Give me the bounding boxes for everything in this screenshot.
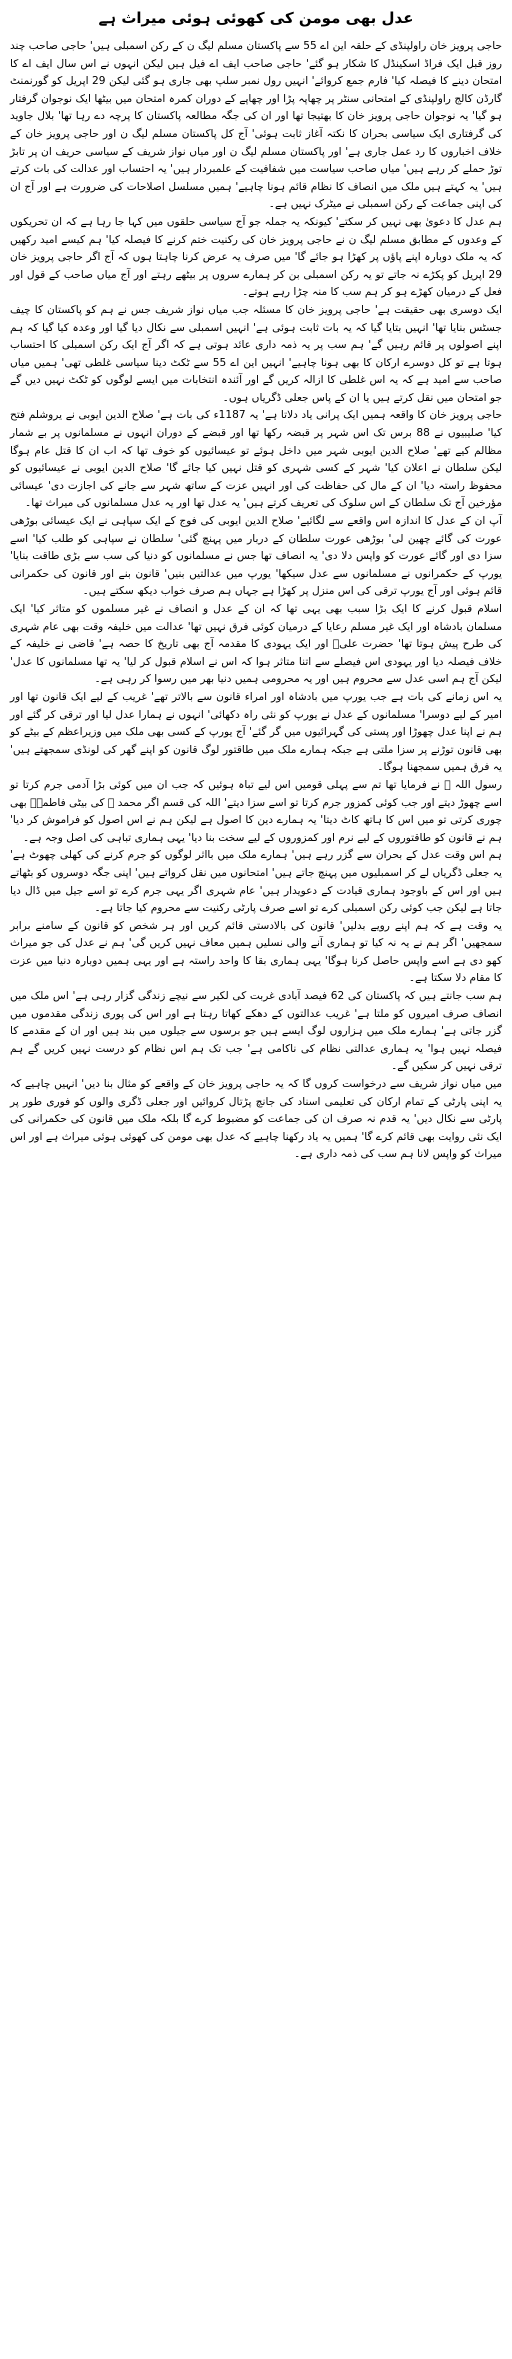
article-paragraph: حاجی پرویز خان کا واقعہ ہمیں ایک پرانی یاد دلاتا ہے' یہ 1187ء کی بات ہے' صلاح الدین ایوبی نے یروشلم فتح کیا' صلیبیوں نے 88 برس تک اس شہر پر قبضہ رکھا تھا اور قبضے کے دوران انہوں نے مسلمانوں پر بے شمار مظالم کیے تھے' صلاح الدین ایوبی شہر میں داخل ہوئے تو عیسائیوں کو خوف تھا کہ اب ان کا قتل عام ہوگا لیکن سلطان نے اعلان کیا' شہر کے کسی شہری کو قتل نہیں کیا جائے گا' صلاح الدین ایوبی نے عیسائیوں کو محفوظ راستہ دیا' ان کے مال کی حفاظت کی اور انہیں عزت کے ساتھ شہر سے جانے کی اجازت دی' عیسائی مؤرخین آج تک سلطان کے اس سلوک کی تعریف کرتے ہیں' یہ عدل تھا اور یہ عدل مسلمانوں کی میراث تھا۔	[10, 409, 503, 510]
article-paragraph: آپ ان کے عدل کا اندازہ اس واقعے سے لگائیے' صلاح الدین ایوبی کی فوج کے ایک سپاہی نے ایک عیسائی بوڑھی عورت کی گائے چھین لی' بوڑھی عورت سلطان کے دربار میں پہنچ گئی' سلطان نے سپاہی کو طلب کیا' اسے سزا دی اور گائے عورت کو واپس دلا دی' یہ انصاف تھا جس نے مسلمانوں کو دنیا کی سب سے بڑی طاقت بنایا' یورپ کے حکمرانوں نے مسلمانوں سے عدل سیکھا' یورپ میں عدالتیں بنیں' قانون بنے اور قانون کی حکمرانی قائم ہوئی اور آج یورپ ترقی کی اس منزل پر کھڑا ہے جہاں ہم صرف خواب دیکھ سکتے ہیں۔	[10, 515, 502, 598]
article-paragraph: ایک دوسری بھی حقیقت ہے' حاجی پرویز خان کا مسئلہ جب میاں نواز شریف جس نے ہم کو پاکستان کا چیف جسٹس بنایا تھا' انہیں بتایا گیا کہ یہ بات ثابت ہوئی ہے' انہیں اسمبلی سے نکال دیا گیا اور وعدہ کیا گیا کہ ہم اپنے اصولوں پر قائم رہیں گے' ہم سب پر یہ ذمہ داری عائد ہوتی ہے کہ اگر آج ایک رکن اسمبلی کا احتساب ہوتا ہے تو کل دوسرے ارکان کا بھی ہونا چاہیے' انہیں این اے 55 سے ٹکٹ دینا سیاسی غلطی تھی' ہمیں میاں صاحب سے امید ہے کہ یہ اس غلطی کا ازالہ کریں گے اور آئندہ انتخابات میں ایسے لوگوں کو ٹکٹ نہیں دیں گے جو امتحان میں نقل کرتے ہیں یا ان کے پاس جعلی ڈگریاں ہوں۔	[10, 303, 503, 404]
article-title: عدل بھی مومن کی کھوئی ہوئی میراث ہے	[98, 9, 414, 27]
article-paragraph: ہم سب جانتے ہیں کہ پاکستان کی 62 فیصد آبادی غربت کی لکیر سے نیچے زندگی گزار رہی ہے' اس ملک میں انصاف صرف امیروں کو ملتا ہے' غریب عدالتوں کے دھکے کھاتا رہتا ہے اور اس کی پوری زندگی مقدموں میں گزر جاتی ہے' ہمارے ملک میں ہزاروں لوگ ایسے ہیں جو برسوں سے جیلوں میں بند ہیں اور ان کے مقدمے کا فیصلہ نہیں ہوا' یہ ہماری عدالتی نظام کی ناکامی ہے' جب تک ہم اس نظام کو درست نہیں کریں گے ہم ترقی نہیں کر سکیں گے۔	[10, 990, 502, 1073]
article-paragraph: میں میاں نواز شریف سے درخواست کروں گا کہ یہ حاجی پرویز خان کے واقعے کو مثال بنا دیں' انہیں چاہیے کہ یہ اپنی پارٹی کے تمام ارکان کی تعلیمی اسناد کی جانچ پڑتال کروائیں اور جعلی ڈگری والوں کو فوری طور پر پارٹی سے نکال دیں' یہ قدم نہ صرف ان کی جماعت کو مضبوط کرے گا بلکہ ملک میں قانون کی حکمرانی کی ایک نئی روایت بھی قائم کرے گا' ہمیں یہ یاد رکھنا چاہیے کہ عدل بھی مومن کی کھوئی ہوئی میراث ہے اور اس میراث کو واپس لانا ہم سب کی ذمہ داری ہے۔	[10, 1078, 502, 1161]
article-paragraph: یہ اس زمانے کی بات ہے جب یورپ میں بادشاہ اور امراء قانون سے بالاتر تھے' غریب کے لیے ایک قانون تھا اور امیر کے لیے دوسرا' مسلمانوں کے عدل نے یورپ کو نئی راہ دکھائی' انہوں نے ہمارا عدل لیا اور ترقی کر گئے اور ہم نے اپنا عدل چھوڑا اور پستی کی گہرائیوں میں گر گئے' آج یورپ کے کسی بھی ملک میں وزیراعظم کے بیٹے کو بھی قانون توڑنے پر سزا ملتی ہے جبکہ ہمارے ملک میں طاقتور لوگ قانون کو اپنے گھر کی لونڈی سمجھتے ہیں' یہ فرق ہمیں سمجھنا ہوگا۔	[10, 690, 502, 774]
article-paragraph: رسول اللہ ﷺ نے فرمایا تھا تم سے پہلی قومیں اس لیے تباہ ہوئیں کہ جب ان میں کوئی بڑا آدمی جرم کرتا تو اسے چھوڑ دیتے اور جب کوئی کمزور جرم کرتا تو اسے سزا دیتے' اللہ کی قسم اگر محمد ﷺ کی بیٹی فاطمہؓ بھی چوری کرتی تو میں اس کا ہاتھ کاٹ دیتا' یہ ہمارے دین کا اصول ہے لیکن ہم نے اس اصول کو فراموش کر دیا' ہم نے قانون کو طاقتوروں کے لیے نرم اور کمزوروں کے لیے سخت بنا دیا' یہی ہماری تباہی کی اصل وجہ ہے۔	[10, 778, 502, 844]
article-paragraph: ہم اس وقت عدل کے بحران سے گزر رہے ہیں' ہمارے ملک میں بااثر لوگوں کو جرم کرنے کی کھلی چھوٹ ہے' یہ جعلی ڈگریاں لے کر اسمبلیوں میں پہنچ جاتے ہیں' امتحانوں میں نقل کرواتے ہیں' اپنی جگہ دوسروں کو بٹھاتے ہیں اور اس کے باوجود ہماری قیادت کے دعویدار ہیں' عام شہری اگر یہی جرم کرے تو اسے جیل میں ڈال دیا جاتا ہے لیکن جب کوئی رکن اسمبلی کرے تو اسے صرف پارٹی رکنیت سے محروم کیا جاتا ہے۔	[10, 849, 502, 915]
article-body	[10, 38, 502, 1164]
article-paragraph: اسلام قبول کرنے کا ایک بڑا سبب بھی یہی تھا کہ ان کے عدل و انصاف نے غیر مسلموں کو متاثر کیا' ایک مسلمان بادشاہ اور ایک غیر مسلم رعایا کے درمیان کوئی فرق نہیں تھا' عدالت میں خلیفہ وقت بھی عام شہری کی طرح پیش ہوتا تھا' حضرت علیؓ اور ایک یہودی کا مقدمہ آج بھی تاریخ کا حصہ ہے' قاضی نے خلیفہ کے خلاف فیصلہ دیا اور یہودی اس فیصلے سے اتنا متاثر ہوا کہ اس نے اسلام قبول کر لیا' یہ تھا مسلمانوں کا عدل' لیکن آج ہم اسی عدل سے محروم ہیں اور یہ محرومی ہمیں دنیا بھر میں رسوا کر رہی ہے۔	[10, 603, 502, 686]
article-paragraph: ہم عدل کا دعویٰ بھی نہیں کر سکتے' کیونکہ یہ جملہ جو آج سیاسی حلقوں میں کہا جا رہا ہے کہ ان تحریکوں کے وعدوں کے مطابق مسلم لیگ ن نے حاجی پرویز خان کی رکنیت ختم کرنے کا فیصلہ کیا' ہم کیسے امید رکھیں کہ یہ ملک دوبارہ اپنے پاؤں پر کھڑا ہو جائے گا' میں صرف یہ عرض کرنا چاہتا ہوں کہ آج اگر حاجی پرویز خان 29 اپریل کو پکڑے نہ جاتے تو یہ رکن اسمبلی بن کر ہمارے سروں پر بیٹھے رہتے اور آج میاں صاحب کے قول اور فعل کے درمیان کھڑے ہو کر ہم سب کا منہ چڑا رہے ہوتے۔	[10, 215, 502, 299]
article-paragraph: حاجی پرویز خان راولپنڈی کے حلقہ این اے 55 سے پاکستان مسلم لیگ ن کے رکن اسمبلی ہیں' حاجی صاحب چند روز قبل ایک فراڈ اسکینڈل کا شکار ہو گئے' حاجی صاحب ایف اے فیل ہیں لیکن انہوں نے اس سال ایف اے کا امتحان دینے کا فیصلہ کیا' فارم جمع کروائے' انہیں رول نمبر سلپ بھی جاری ہو گئی لیکن 29 اپریل کو گورنمنٹ گارڈن کالج راولپنڈی کے امتحانی سنٹر پر چھاپہ پڑا اور چھاپے کے دوران کمرہ امتحان میں بیٹھا ایک نوجوان گرفتار ہو گیا' یہ نوجوان حاجی پرویز خان کا بھتیجا تھا اور ان کی جگہ مطالعہ پاکستان کا پرچہ دے رہا تھا' بلال جاوید کی گرفتاری ایک سیاسی بحران کا نکتہ آغاز ثابت ہوئی' آج کل پاکستان مسلم لیگ ن اور حاجی پرویز خان کے خلاف اخباروں کا رد عمل جاری ہے' اور پاکستان مسلم لیگ ن اور میاں نواز شریف کے سیاسی حریف ان پر تابڑ توڑ حملے کر رہے ہیں' میاں صاحب سیاست میں شفافیت کے علمبردار ہیں' یہ احتساب اور عدالت کی بات کرتے ہیں' یہ کہتے ہیں ملک میں انصاف کا نظام قائم ہونا چاہیے' ہمیں مسلسل اصلاحات کی ضرورت ہے اور آج ان کی اپنی جماعت کے رکن اسمبلی نے میٹرک نہیں ہے۔	[10, 40, 502, 211]
article-paragraph: یہ وقت ہے کہ ہم اپنے رویے بدلیں' قانون کی بالادستی قائم کریں اور ہر شخص کو قانون کے سامنے برابر سمجھیں' اگر ہم نے یہ نہ کیا تو ہماری آنے والی نسلیں ہمیں معاف نہیں کریں گی' ہم نے عدل کی جو میراث کھو دی ہے اسے واپس حاصل کرنا ہوگا' یہی ہماری بقا کا واحد راستہ ہے اور یہی ہمیں دوبارہ دنیا میں عزت کا مقام دلا سکتا ہے۔	[10, 919, 502, 985]
